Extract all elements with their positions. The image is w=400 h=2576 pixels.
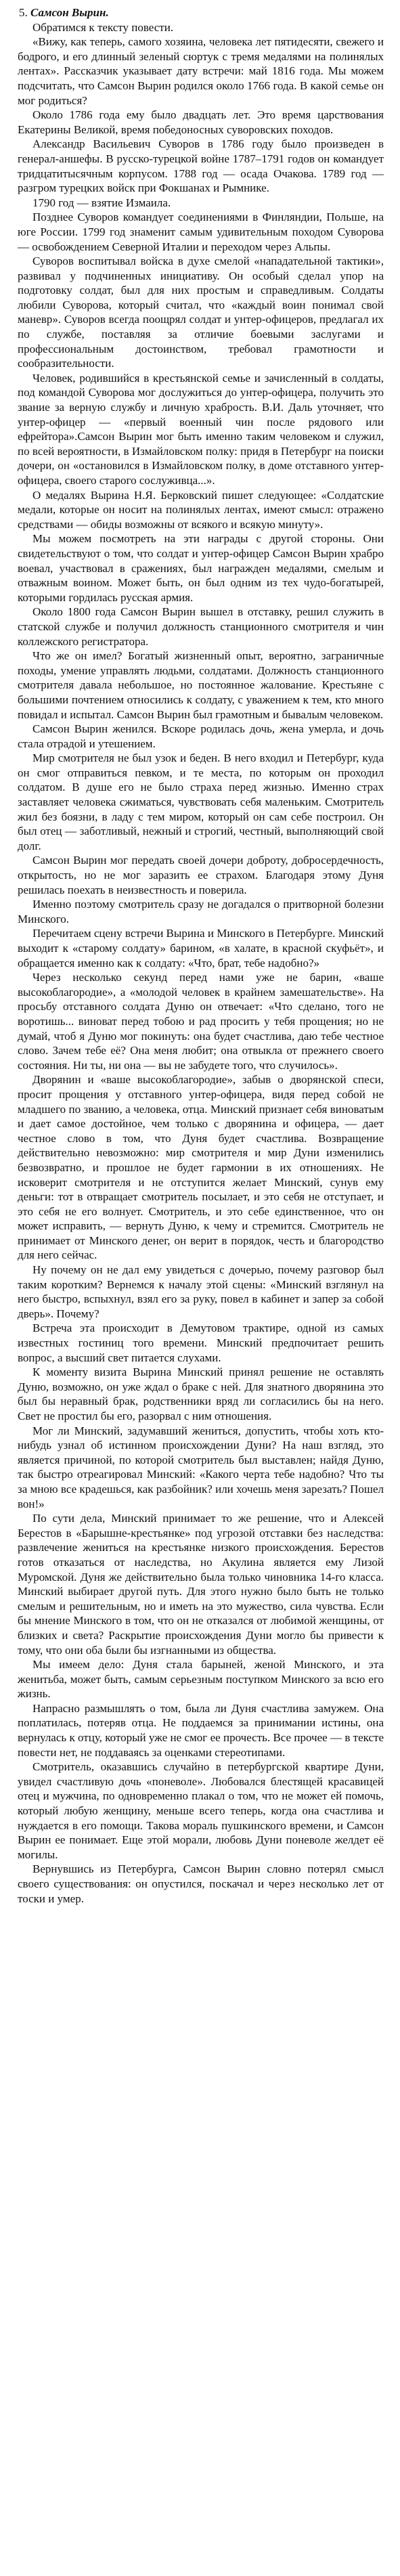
paragraph: Человек, родившийся в крестьянской семье и зачисленный в солдаты, под командой Суворова мог дослужиться до унтер-офицера, получить это звание за верную службу и личную храбрость. В.И. Даль уточняет, что унтер-офицер — «первый военный чин после рядового или ефрейтора».Самсон Вырин мог быть именно таким человеком и служил, по всей вероятности, в Измайловском полку: придя в Петербург на поиски дочери, он «остановился в Измайловском полку, в доме отставного унтер-офицера, своего старого сослуживца...». bbox=[18, 371, 384, 487]
paragraph: Дворянин и «ваше высокоблагородие», забыв о дворянской спеси, просит прощения у отставного унтер-офицера, видя перед собой не младшего по званию, а человека, отца. Минский признает себя виноватым и дает самое достойное, чем только с дворянина и офицера, — дает честное слово в том, что Дуня будет счастлива. Возвращение действительно невозможно: мир смотрителя и мир Дуни изменились безвозвратно, и прошлое не будет гармонии в их отношениях. Не исковерит смотрителя и не отступится желает Минский, сунув ему деньги: тот в отвращает смотритель посылает, и это себя не отступает, и это себя не его волнует. Смотритель, и это себе единственное, что он может исправить, — вернуть Дуню, к чему и стремится. Смотритель не принимает от Минского денег, он верит в порядок, честь и благородство для него сейчас. bbox=[18, 1073, 384, 1262]
paragraph: Именно поэтому смотритель сразу не догадался о притворной болезни Минского. bbox=[18, 898, 384, 925]
paragraph: Позднее Суворов командует соединениями в Финляндии, Польше, на юге России. 1799 год знаменит самым удивительным походом Суворова — освобождением Северной Италии и переходом через Альпы. bbox=[18, 211, 384, 253]
paragraph: «Вижу, как теперь, самого хозяина, человека лет пятидесяти, свежего и бодрого, и его длинный зеленый сюртук с тремя медалями на полинялых лентах». Рассказчик указывает дату встречи: май 1816 года. Мы можем подсчитать, что Самсон Вырин родился около 1766 года. В какой семье он мог родиться? bbox=[18, 35, 384, 107]
paragraph: К моменту визита Вырина Минский принял решение не оставлять Дуню, возможно, он уже ждал о браке с ней. Для знатного дворянина это был бы неравный брак, родственники вряд ли согласились бы на него. Свет не простил бы его, разорвал с ним отношения. bbox=[18, 1366, 384, 1422]
paragraph: Смотритель, оказавшись случайно в петербургской квартире Дуни, увидел счастливую дочь «поневоле». Любовался блестящей красавицей отец и мужчина, по одновременно плакал о том, что не может ей помочь, который любую женщину, меньше всего теперь, когда она счастлива и нуждается в его помощи. Такова мораль пушкинского времени, и Самсон Вырин ее понимает. Еще этой морали, любовь Дуни поневоле желдет её могилы. bbox=[18, 1760, 384, 1861]
paragraph: Перечитаем сцену встречи Вырина и Минского в Петербурге. Минский выходит к «старому солдату» барином, «в халате, в красной скуфьёт», и обращается именно как к солдату: «Что, брат, тебе надобно?» bbox=[18, 927, 384, 969]
paragraph: О медалях Вырина Н.Я. Берковский пишет следующее: «Солдатские медали, которые он носит на полинялых лентах, имеют смысл: отражено средствами — обиды возможны от всякого и всякую минуту». bbox=[18, 488, 384, 531]
paragraph: Мы имеем дело: Дуня стала барыней, женой Минского, и эта женитьба, может быть, самым серьезным поступком Минского за всю его жизнь. bbox=[18, 1658, 384, 1701]
paragraph: Через несколько секунд перед нами уже не барин, «ваше высокоблагородие», а «молодой человек в крайнем замешательстве». На просьбу отставного солдата Дуню он отвечает: «Что сделано, того не воротишь... виноват перед тобою и рад просить у тебя прощения; но не думай, чтоб я Дуню мог покинуть: она будет счастлива, даю тебе честное слово. Зачем тебе её? Она меня любит; она отвыкла от прежнего своего состояния. Ни ты, ни она — вы не забудете того, что случилось». bbox=[18, 971, 384, 1072]
paragraph: Мы можем посмотреть на эти награды с другой стороны. Они свидетельствуют о том, что солдат и унтер-офицер Самсон Вырин храбро воевал, участвовал в сражениях, был награжден медалями, смелым и отважным воином. Может быть, он был одним из тех чудо-богатырей, которыми гордилась русская армия. bbox=[18, 532, 384, 604]
paragraph: Александр Васильевич Суворов в 1786 году было произведен в генерал-аншефы. В русско-турецкой войне 1787–1791 годов он командует тридцатитысячным корпусом. 1788 год — осада Очакова. 1789 год — разгром турецких войск при Фокшанах и Рымнике. bbox=[18, 137, 384, 195]
paragraph: Встреча эта происходит в Демутовом трактире, одной из самых известных гостиниц того времени. Минский предпочитает решить вопрос, а высший свет питается слухами. bbox=[18, 1322, 384, 1364]
section-title: Самсон Вырин. bbox=[30, 6, 109, 19]
paragraph: Вернувшись из Петербурга, Самсон Вырин словно потерял смысл своего существования: он опустился, поскачал и через несколько лет от тоски и умер. bbox=[18, 1862, 384, 1905]
section-heading bbox=[19, 5, 384, 20]
paragraph: Что же он имел? Богатый жизненный опыт, вероятно, заграничные походы, умение управлять людьми, солдатами. Должность станционного смотрителя давала небольшое, но постоянное жалование. Крестьяне с большими почтением относились к солдату, с уважением к тем, кто много повидал и испытал. Самсон Вырин был грамотным и бывалым человеком. bbox=[18, 649, 384, 721]
paragraph: 1790 год — взятие Измаила. bbox=[32, 196, 171, 209]
paragraph: По сути дела, Минский принимает то же решение, что и Алексей Берестов в «Барышне-крестьянке» под угрозой отставки без наследства: развлечение жениться на крестьянке низкого происхождения. Берестов готов отказаться от наследства, но Акулина является ему Лизой Муромской. Дуня же действительно была только чиновника 14-го класса. Минский выбирает другой путь. Для этого нужно было быть не только смелым и решительным, но и иметь на это мужество, сила чувства. Если бы мнение Минского в том, что он не отказался от любимой женщины, от близких и света? Раскрытие происхождения Дуни могло бы привести к тому, что они оба были бы изгнанными из общества. bbox=[18, 1512, 384, 1657]
paragraph: Самсон Вырин женился. Вскоре родилась дочь, жена умерла, и дочь стала отрадой и утешением. bbox=[18, 722, 384, 750]
paragraph: Обратимся к тексту повести. bbox=[32, 20, 174, 34]
paragraph: Суворов воспитывал войска в духе смелой «нападательной тактики», развивал у подчиненных инициативу. Он особый сделал упор на подготовку солдат, был для них простым и справедливым. Солдаты любили Суворова, который считал, что «каждый воин понимал свой маневр». Суворов всегда поощрял солдат и унтер-офицеров, предлагал их по службе, поставляя за отличие боевыми заслугами и профессиональным достоинством, требовал грамотности и сообразительности. bbox=[18, 255, 384, 370]
paragraph: Около 1786 года ему было двадцать лет. Это время царствования Екатерины Великой, время победоносных суворовских походов. bbox=[18, 108, 384, 136]
paragraph: Ну почему он не дал ему увидеться с дочерью, почему разговор был таким коротким? Вернемся к началу этой сцены: «Минский взглянул на него быстро, вспыхнул, взял его за руку, повел в кабинет и запер за собой дверь». Почему? bbox=[18, 1263, 384, 1320]
paragraph: Около 1800 года Самсон Вырин вышел в отставку, решил служить в статской службе и получил должность станционного смотрителя и чин коллежского регистратора. bbox=[18, 605, 384, 648]
paragraph: Самсон Вырин мог передать своей дочери доброту, добросердечность, открытость, но не мог заразить ее страхом. Благодаря этому Дуня решилась поехать в неизвестность и поверила. bbox=[18, 854, 384, 896]
section-number: 5. bbox=[19, 6, 28, 19]
paragraph: Напрасно размышлять о том, была ли Дуня счастлива замужем. Она поплатилась, потеряв отца. Не поддаемся за принимании истины, она вернулась к отцу, который уже не смог ее прочесть. Все прочее — в тексте повести нет, не поддаваясь за оценками стереотипами. bbox=[18, 1701, 384, 1759]
paragraph: Мог ли Минский, задумавший жениться, допустить, чтобы хоть кто-нибудь узнал об истинном происхождении Дуни? На наш взгляд, это является причиной, по которой смотритель был выставлен; найдя Дуню, так быстро отреагировал Минский: «Какого черта тебе надобно? Что ты за мною все крадешься, как разбойник? или хочешь меня зарезать? Пошел вон!» bbox=[18, 1424, 384, 1510]
paragraph: Мир смотрителя не был узок и беден. В него входил и Петербург, куда он смог отправиться певком, и те места, по которым он проходил солдатом. В душе его не было страха перед жизнью. Именно страх заставляет человека сжиматься, чувствовать себя маленьким. Смотритель жил без боязни, в ладу с тем миром, который он сам себе построил. Он был отец — заботливый, нежный и строгий, честный, выполняющий свой долг. bbox=[18, 751, 384, 852]
